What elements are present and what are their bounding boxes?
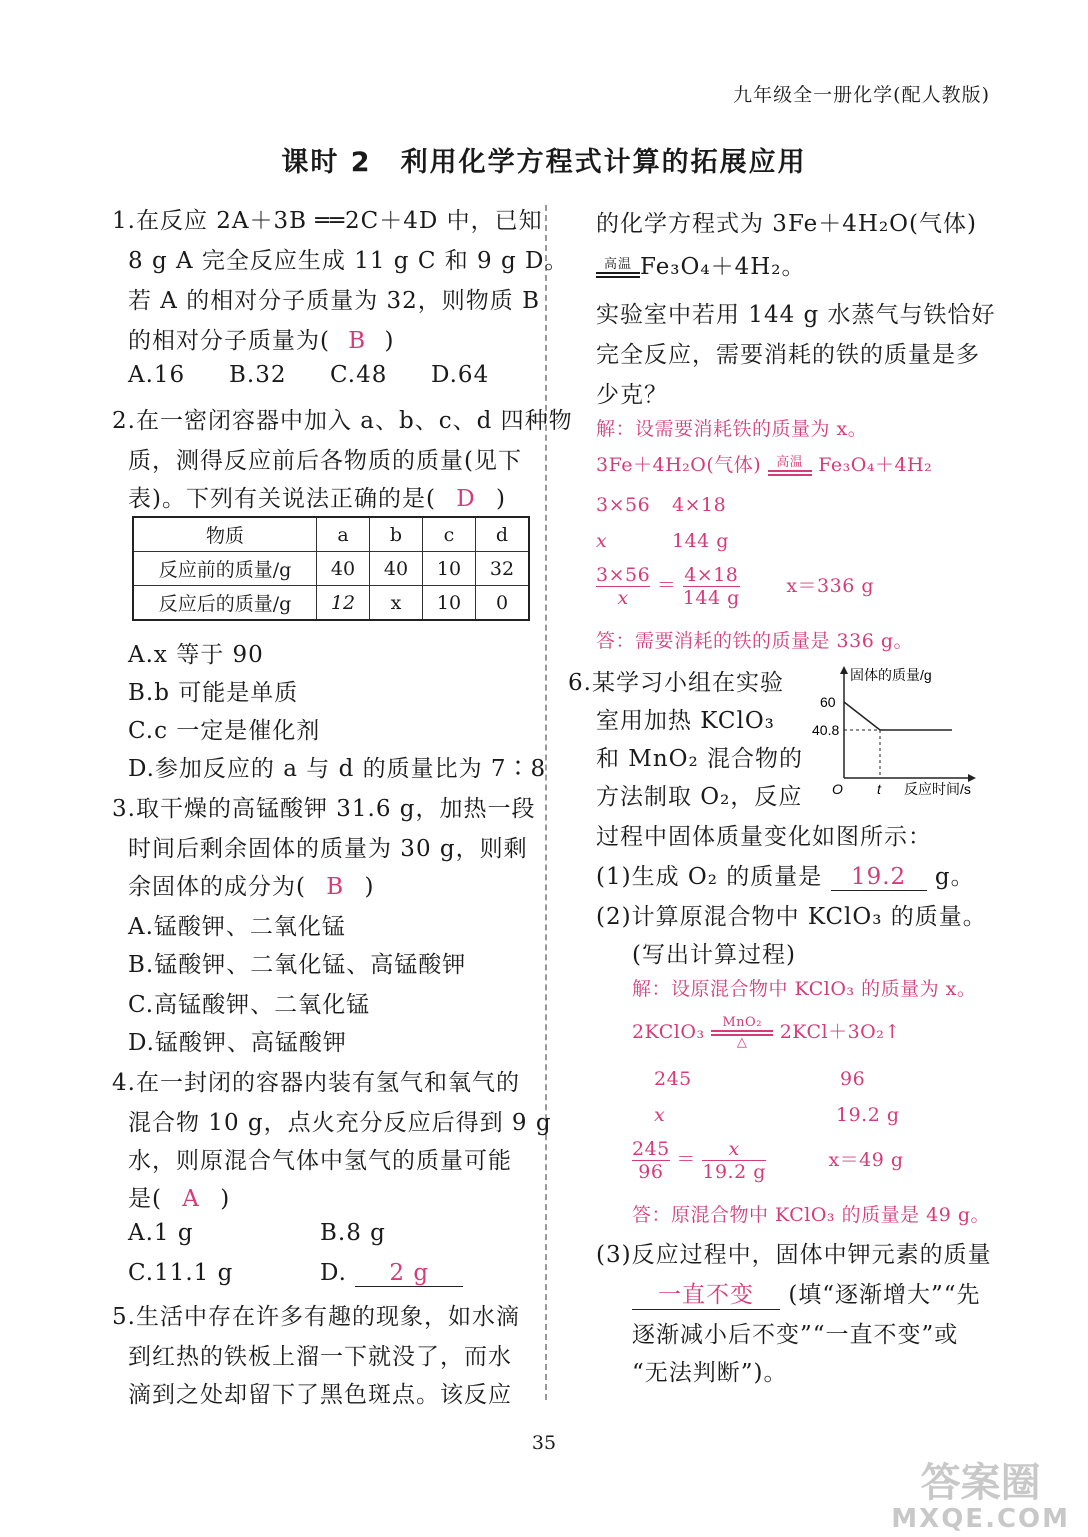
- q3-option-a: A.锰酸钾、二氧化锰: [128, 914, 346, 940]
- decrease-segment: [844, 702, 880, 730]
- q6-sol-heat: △: [736, 1035, 748, 1050]
- table-header-row: [133, 517, 529, 552]
- q1-option-a: A.16: [128, 362, 186, 388]
- q6-frac-2-num: x: [702, 1138, 766, 1161]
- q6-frac-2: [702, 1138, 766, 1183]
- q6-p3-answer: 一直不变: [632, 1276, 780, 1310]
- q5-sol-ratio-a: 3×56: [596, 494, 651, 516]
- q1-close-paren: ): [384, 328, 395, 354]
- q6-frac-equals: ＝: [676, 1148, 696, 1171]
- q4-line-4: [128, 1180, 230, 1213]
- q5-sol-condition: 高温: [776, 455, 804, 470]
- q4-line-3: 水，则原混合气体中氢气的质量可能: [128, 1148, 512, 1174]
- watermark-line-2: MXQE.COM: [891, 1504, 1070, 1534]
- q6-p1-text: (1)生成 O₂ 的质量是: [596, 864, 823, 890]
- table-cell: 40: [317, 552, 370, 586]
- q5-frac-1-num: 3×56: [596, 564, 651, 586]
- q6-sol-eq-right: 2KCl＋3O₂↑: [779, 1021, 901, 1043]
- q3-option-c: C.高锰酸钾、二氧化锰: [128, 992, 371, 1018]
- q6-p1-answer: 19.2: [831, 864, 927, 891]
- q2-line-3-text: 表)。下列有关说法正确的是(: [128, 486, 436, 512]
- q6-line-1: 6.某学习小组在实验: [568, 670, 784, 696]
- q5-frac-1: [596, 564, 650, 609]
- q6-sol-catalyst: MnO₂: [722, 1015, 762, 1030]
- q3-option-d: D.锰酸钾、高锰酸钾: [128, 1030, 347, 1056]
- q6-sol-given: 19.2 g: [836, 1104, 900, 1126]
- q5-line-2: 到红热的铁板上溜一下就没了，而水: [128, 1344, 512, 1370]
- q6-part-1: [596, 858, 975, 891]
- q5-sol-condition-arrow: [768, 456, 812, 476]
- q5-frac-2-num: 4×18: [684, 564, 739, 586]
- q6-sol-eq-left: 2KClO₃: [632, 1021, 705, 1043]
- q6-line-3: 和 MnO₂ 混合物的: [596, 746, 804, 772]
- q1-option-d: D.64: [431, 362, 490, 388]
- y-axis-arrow: [840, 666, 848, 674]
- q6-sol-ratio-a: 245: [654, 1068, 692, 1090]
- q6-sol-unknown: x: [654, 1104, 666, 1126]
- column-divider: [545, 205, 547, 1400]
- q6-part-3-line-2: [632, 1276, 981, 1310]
- q4-option-b: B.8 g: [320, 1220, 386, 1246]
- table-cell: 10: [423, 552, 476, 586]
- q3-line-3-text: 余固体的成分为(: [128, 874, 306, 900]
- table-header-cell: c: [423, 517, 476, 552]
- table-header-cell: b: [370, 517, 423, 552]
- q6-p1-unit: g。: [934, 864, 975, 890]
- table-cell: 反应前的质量/g: [133, 552, 317, 586]
- table-cell: 反应后的质量/g: [133, 586, 317, 621]
- q5-cont-line-3: 实验室中若用 144 g 水蒸气与铁恰好: [596, 302, 996, 328]
- q5-cont-line-5: 少克？: [596, 382, 668, 408]
- q5-sol-eq-left: 3Fe＋4H₂O(气体): [596, 454, 762, 476]
- q6-sol-answer: 答：原混合物中 KClO₃ 的质量是 49 g。: [632, 1204, 990, 1226]
- q4-option-c: C.11.1 g: [128, 1260, 234, 1286]
- graph-y-tick-408: 40.8: [812, 722, 840, 738]
- q5-line-3: 滴到之处却留下了黑色斑点。该反应: [128, 1382, 512, 1408]
- graph-origin: O: [832, 781, 843, 797]
- q2-answer: D: [456, 486, 476, 512]
- q3-line-1: 3.取干燥的高锰酸钾 31.6 g，加热一段: [112, 796, 536, 822]
- q5-line-1: 5.生活中存在许多有趣的现象，如水滴: [112, 1304, 520, 1330]
- q6-sol-condition-arrow: [711, 1016, 773, 1050]
- q5-frac-2-den: 144 g: [682, 587, 740, 609]
- table-cell: 32: [476, 552, 530, 586]
- condition-arrow: [596, 258, 640, 278]
- q5-cont-line-4: 完全反应，需要消耗的铁的质量是多: [596, 342, 980, 368]
- q2-option-d: D.参加反应的 a 与 d 的质量比为 7∶8: [128, 756, 547, 782]
- page-number: 35: [531, 1432, 557, 1454]
- table-cell: 40: [370, 552, 423, 586]
- equals-bar: [596, 272, 640, 278]
- q6-sol-proportion: [632, 1138, 904, 1183]
- q6-frac-2-den: 19.2 g: [702, 1161, 766, 1183]
- table-row: [133, 552, 529, 586]
- q1-line-3: 若 A 的相对分子质量为 32，则物质 B: [128, 288, 541, 314]
- q5-frac-1-den: x: [617, 587, 629, 609]
- q3-line-2: 时间后剩余固体的质量为 30 g，则剩: [128, 836, 528, 862]
- table-cell: 0: [476, 586, 530, 621]
- q6-frac-1-den: 96: [638, 1161, 664, 1183]
- table-cell: 12: [317, 586, 370, 621]
- mass-table: [132, 516, 530, 621]
- q5-cont-line-2: [596, 248, 806, 281]
- q3-close-paren: ): [364, 874, 375, 900]
- lesson-title: 课时 2 利用化学方程式计算的拓展应用: [281, 147, 807, 178]
- q2-option-a: A.x 等于 90: [128, 642, 264, 668]
- q2-close-paren: ): [496, 486, 507, 512]
- q1-option-c: C.48: [330, 362, 388, 388]
- q2-line-3: [128, 480, 506, 513]
- table-row: [133, 586, 529, 621]
- q6-line-2: 室用加热 KClO₃: [596, 708, 775, 734]
- q1-line-2: 8 g A 完全反应生成 11 g C 和 9 g D。: [128, 248, 569, 274]
- graph-t-label: t: [877, 781, 881, 797]
- q2-line-1: 2.在一密闭容器中加入 a、b、c、d 四种物: [112, 408, 573, 434]
- q2-option-c: C.c 一定是催化剂: [128, 718, 321, 744]
- q1-answer: B: [348, 328, 367, 354]
- table-cell: x: [370, 586, 423, 621]
- q4-line-4-text: 是(: [128, 1186, 162, 1212]
- q4-line-2: 混合物 10 g，点火充分反应后得到 9 g: [128, 1110, 552, 1136]
- table-header-cell: a: [317, 517, 370, 552]
- q3-answer: B: [326, 874, 345, 900]
- q6-part-3-line-3: 逐渐减小后不变”“一直不变”或: [632, 1322, 959, 1348]
- graph-ylabel: 固体的质量/g: [850, 667, 932, 683]
- q5-products: Fe₃O₄＋4H₂。: [640, 254, 806, 280]
- q5-sol-answer: 答：需要消耗的铁的质量是 336 g。: [596, 630, 914, 652]
- q1-line-1: 1.在反应 2A＋3B ══2C＋4D 中，已知: [112, 208, 543, 234]
- q5-sol-unknown: x: [596, 530, 608, 552]
- q5-sol-eq-right: Fe₃O₄＋4H₂: [818, 454, 933, 476]
- q6-part-3-line-4: “无法判断”)。: [632, 1360, 788, 1386]
- q6-frac-1: [632, 1138, 670, 1183]
- q4-answer: A: [182, 1186, 200, 1212]
- watermark-line-1: 答案圈: [920, 1460, 1041, 1506]
- q6-frac-1-num: 245: [632, 1138, 670, 1160]
- q5-sol-given: 144 g: [672, 530, 729, 552]
- mass-time-graph: [812, 660, 980, 800]
- q5-cont-line-1: 的化学方程式为 3Fe＋4H₂O(气体): [596, 211, 977, 237]
- condition-label: 高温: [603, 257, 632, 272]
- q5-sol-ratio-b: 4×18: [672, 494, 727, 516]
- graph-y-tick-60: 60: [820, 694, 836, 710]
- q1-option-b: B.32: [229, 362, 287, 388]
- q4-line-1: 4.在一封闭的容器内装有氢气和氧气的: [112, 1070, 520, 1096]
- q3-line-3: [128, 868, 375, 901]
- q5-sol-equation: [596, 450, 932, 477]
- q4-option-d-label: D.: [320, 1260, 347, 1286]
- table-header-cell: 物质: [133, 517, 317, 552]
- q4-option-a: A.1 g: [128, 1220, 194, 1246]
- q6-sol-line-1: 解：设原混合物中 KClO₃ 的质量为 x。: [632, 978, 977, 1000]
- q6-part-3: (3)反应过程中，固体中钾元素的质量: [596, 1242, 992, 1268]
- q4-option-d: [320, 1260, 463, 1287]
- q2-option-b: B.b 可能是单质: [128, 680, 299, 706]
- q6-part-2-note: (写出计算过程): [632, 942, 796, 968]
- q6-sol-result: x＝49 g: [828, 1148, 904, 1171]
- q5-frac-2: [683, 564, 740, 609]
- q6-line-4: 方法制取 O₂，反应: [596, 784, 803, 810]
- q6-part-2: (2)计算原混合物中 KClO₃ 的质量。: [596, 904, 987, 930]
- q1-line-4-text: 的相对分子质量为(: [128, 328, 330, 354]
- q6-p3-option-text: (填“逐渐增大”“先: [788, 1282, 981, 1308]
- q5-frac-equals: ＝: [656, 574, 677, 597]
- q4-blank-answer: 2 g: [355, 1260, 463, 1287]
- q5-sol-proportion: [596, 564, 874, 609]
- q2-line-2: 质，测得反应前后各物质的质量(见下: [128, 448, 522, 474]
- q6-line-5: 过程中固体质量变化如图所示：: [596, 824, 932, 850]
- q1-line-4: [128, 322, 395, 355]
- running-header: 九年级全一册化学(配人教版): [733, 84, 990, 106]
- table-header-cell: d: [476, 517, 530, 552]
- table-cell: 10: [423, 586, 476, 621]
- q5-sol-line-1: 解：设需要消耗铁的质量为 x。: [596, 418, 868, 440]
- watermark-logo: [891, 1460, 1070, 1537]
- q4-close-paren: ): [220, 1186, 231, 1212]
- graph-xlabel: 反应时间/s: [904, 781, 971, 797]
- q6-sol-ratio-b: 96: [840, 1068, 866, 1090]
- q6-sol-equation: [632, 1016, 901, 1050]
- q5-sol-equals-bar: [768, 470, 812, 476]
- q3-option-b: B.锰酸钾、二氧化锰、高锰酸钾: [128, 952, 467, 978]
- q5-sol-result: x＝336 g: [786, 574, 874, 597]
